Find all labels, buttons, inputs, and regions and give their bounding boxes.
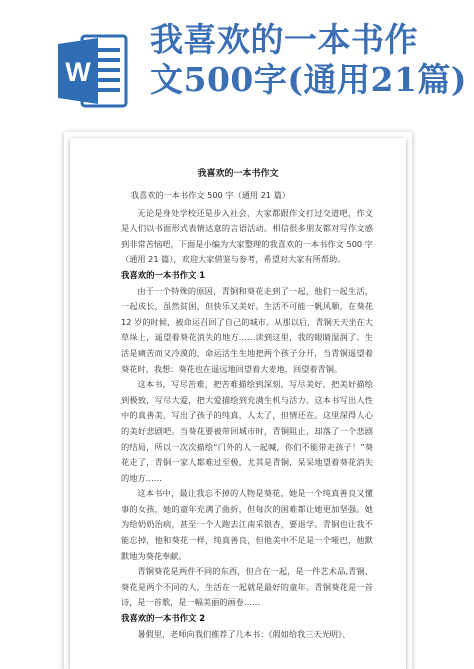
paragraph: 暑假里，老师向我们推荐了几本书：《假如给我三天光明》、	[137, 628, 351, 639]
page-title-line-2: 文500字(通用21篇)	[150, 60, 468, 99]
paragraph: 由于一个特殊的原因，青铜和葵花走到了一起，他们一起生活，一起成长，虽然贫困，但快乐又美好。生活不可能一帆风顺，在葵花 12 岁的时候，被命运召回了自己的城市。从那以后，青铜天天坐在大草垛上，遥望着葵花消失的地方……读到这里，我的眼睛湿润了。生活是痛苦而又冷漠的，命运活生生地把两个孩子分开，当青铜遥望着葵花时，我想：葵花也在遥远地回望着大麦地，回望着青铜。	[121, 285, 373, 374]
word-document-icon	[58, 34, 128, 108]
paragraph: 青铜葵花是两件不同的东西，但合在一起，是一件艺术品,青铜、葵花是两个不同的人，生活在一起就是最好的童年。青铜葵花是一首诗，是一首歌，是一幅美丽的画卷……	[121, 566, 373, 608]
section-heading-2: 我喜欢的一本书作文 2	[121, 613, 206, 624]
section-heading-1: 我喜欢的一本书作文 1	[121, 269, 206, 280]
paragraph: 这本书，写尽苦难，把苦难描绘到深刻，写尽美好，把美好描绘到极致，写尽大爱，把大爱描绘到充满生机与活力。这本书写出人性中的真善美，写出了孩子的纯真，人太了，但情还在。这里深得人心的美好悲剧吧。当葵花要被带回城市时，青铜阻止，却落了一个悲剧的结局，所以一次次描绘“门外的人一起喊，你们不能带走孩子！”葵花走了，青铜一家人都难过至极，尤其是青铜，呆呆地望着葵花消失的地方……	[121, 379, 373, 483]
document-subtitle: 我喜欢的一本书作文 500 字（通用 21 篇）	[130, 190, 291, 200]
paragraph: 这本书中，最让我忘不掉的人物是葵花，她是一个纯真善良又懂事的女孩，她的童年充满了曲折，但每次的困难都让她更加坚强。她为给奶奶治病，甚至一个人跑去江南采银杏，要退学。青铜也让我不能忘掉，他和葵花一样，纯真善良，但他美中不足是一个哑巴，他默默地为葵花奉献。	[121, 488, 373, 561]
page-title-line-1: 我喜欢的一本书作	[150, 20, 418, 59]
document-page	[70, 138, 406, 669]
document-body	[121, 188, 373, 642]
document-header	[0, 0, 474, 128]
document-title: 我喜欢的一本书作文	[197, 169, 279, 179]
page-title	[150, 20, 468, 100]
word-icon-letter: W	[65, 57, 91, 87]
intro-paragraph: 无论是身处学校还是步入社会，大家都跟作文打过交道吧，作文是人们以书面形式表情达意的言语活动。相信很多朋友都对写作文感到非常苦恼吧，下面是小编为大家整理的我喜欢的一本书作文 500 字（通用 21 篇），欢迎大家借鉴与参考，希望对大家有所帮助。	[121, 207, 373, 265]
